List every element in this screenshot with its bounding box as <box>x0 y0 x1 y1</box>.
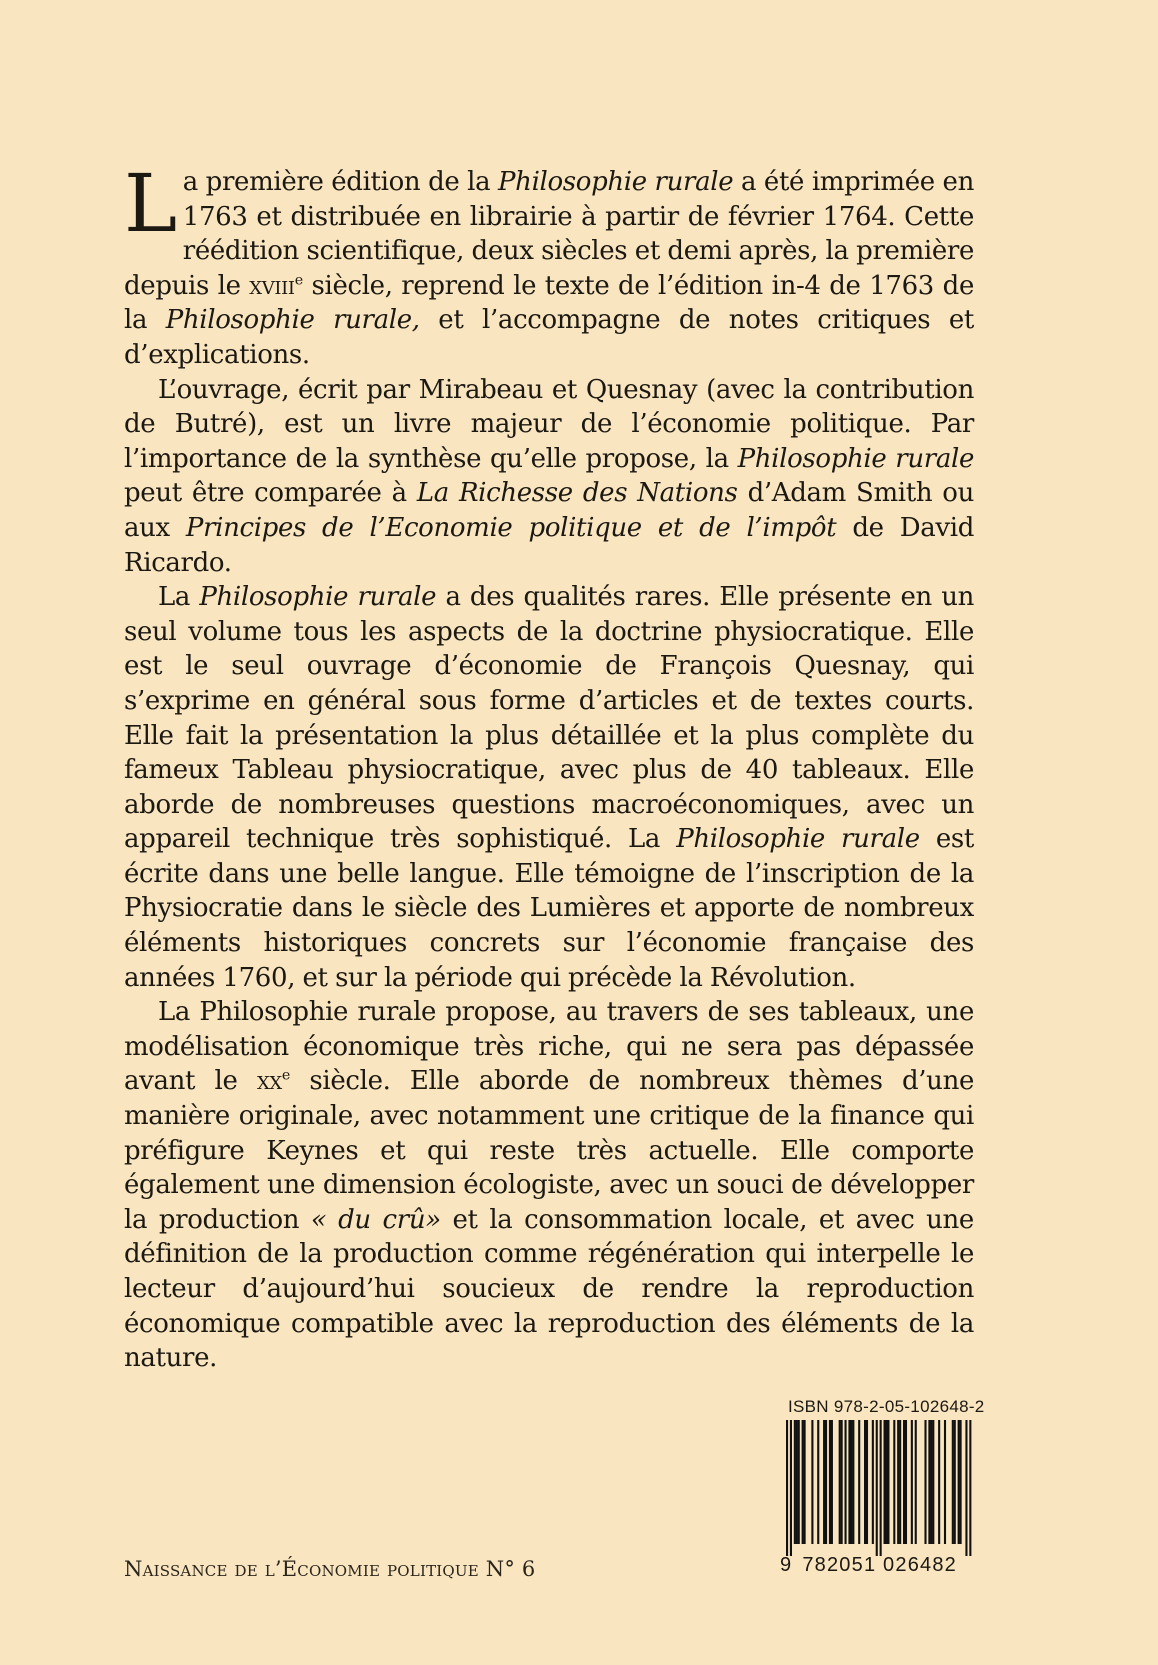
barcode-bar <box>960 1420 962 1544</box>
barcode-bar <box>938 1420 940 1544</box>
barcode-bar <box>811 1420 813 1544</box>
barcode-bar <box>825 1420 827 1544</box>
barcode-bar <box>965 1420 967 1556</box>
barcode-bar <box>829 1420 831 1544</box>
barcode-bar <box>796 1420 798 1544</box>
barcode-bar <box>899 1420 901 1544</box>
isbn-label: ISBN 978-2-05-102648-2 <box>788 1397 985 1416</box>
barcode-bar <box>928 1420 930 1544</box>
barcode-bar <box>839 1420 841 1544</box>
barcode-bar <box>823 1420 825 1544</box>
paragraph-2: L’ouvrage, écrit par Mirabeau et Quesnay (avec la contribution de Butré), est un livre majeur de l’économie politique. Par l’importance de la synthèse qu’elle propose, la Philosophie rurale peut être comparée à La Richesse des Nations d’Adam Smith ou aux Principes de l’Economie politique et de l’impôt de David Ricardo. <box>124 374 975 578</box>
barcode-bar <box>969 1420 971 1556</box>
barcode-image <box>780 1420 976 1556</box>
barcode-bar <box>897 1420 899 1544</box>
barcode-bar <box>872 1420 874 1544</box>
barcode-bar <box>903 1420 905 1544</box>
barcode-bar <box>852 1420 854 1544</box>
barcode-bar <box>848 1420 850 1544</box>
barcode-bar <box>911 1420 913 1544</box>
barcode-bar <box>845 1420 847 1544</box>
barcode-bar <box>790 1420 792 1556</box>
barcode-bar <box>798 1420 800 1544</box>
barcode-bar <box>864 1420 866 1544</box>
series-title: Naissance de l’Économie politique N° 6 <box>124 1557 536 1581</box>
barcode-bar <box>876 1420 878 1556</box>
barcode-bar <box>932 1420 934 1544</box>
blurb-text <box>124 157 975 1376</box>
barcode-bar <box>924 1420 926 1544</box>
paragraph-4: La Philosophie rurale propose, au travers de ses tableaux, une modélisation économique très riche, qui ne sera pas dépassée avant le $xx^e$ siècle. Elle aborde de nombreux thèmes d’une manière originale, avec notamment une critique de la finance qui préfigure Keynes et qui reste très actuelle. Elle comporte également une dimension écologiste, avec un souci de développer la production « du crû» et la consommation locale, et avec une définition de la production comme régénération qui interpelle le lecteur d’aujourd’hui soucieux de rendre la reproduction économique compatible avec la reproduction des éléments de la nature. <box>124 997 974 1374</box>
barcode-bar <box>915 1420 917 1544</box>
barcode-bar <box>887 1420 889 1544</box>
barcode-bar <box>850 1420 852 1544</box>
barcode-bar <box>817 1420 819 1544</box>
barcode-bar <box>794 1420 796 1544</box>
barcode-bar <box>786 1420 788 1556</box>
barcode-bar <box>884 1420 886 1544</box>
barcode-bar <box>804 1420 806 1544</box>
barcode-bar <box>952 1420 954 1544</box>
barcode-bar <box>880 1420 882 1556</box>
barcode-bar <box>954 1420 956 1544</box>
barcode-bar <box>958 1420 960 1544</box>
barcode-bar <box>831 1420 833 1544</box>
barcode-bar <box>893 1420 895 1544</box>
barcode-bar <box>944 1420 946 1544</box>
barcode-bar <box>841 1420 843 1544</box>
barcode-bar <box>858 1420 860 1544</box>
barcode-bar <box>930 1420 932 1544</box>
barcode-digits: 9 782051 026482 <box>780 1554 957 1576</box>
barcode-bar <box>905 1420 907 1544</box>
barcode-bar <box>802 1420 804 1544</box>
paragraph-3: La Philosophie rurale a des qualités rares. Elle présente en un seul volume tous les aspects de la doctrine physiocratique. Elle est le seul ouvrage d’économie de François Quesnay, qui s’exprime en général sous forme d’articles et de textes courts. Elle fait la présentation la plus détaillée et la plus complète du fameux Tableau physiocratique, avec plus de 40 tableaux. Elle aborde de nombreuses questions macroéconomiques, avec un appareil technique très sophistiqué. La Philosophie rurale est écrite dans une belle langue. Elle témoigne de l’inscription de la Physiocratie dans le siècle des Lumières et apporte de nombreux éléments historiques concrets sur l’économie française des années 1760, et sur la période qui précède la Révolution. <box>124 582 974 993</box>
barcode-bar <box>885 1420 887 1544</box>
drop-cap: L <box>124 157 177 250</box>
paragraph-1: La première édition de la Philosophie rurale a été imprimée en 1763 et distribuée en librairie à partir de février 1764. Cette réédition scientifique, deux siècles et demi après, la première depuis le xviii$^e$ siècle, reprend le texte de l’édition in-4 de 1763 de la Philosophie rurale, et l’accompagne de notes critiques et d’explications. <box>124 157 975 370</box>
barcode-bar <box>866 1420 868 1544</box>
isbn-barcode <box>780 1397 985 1577</box>
